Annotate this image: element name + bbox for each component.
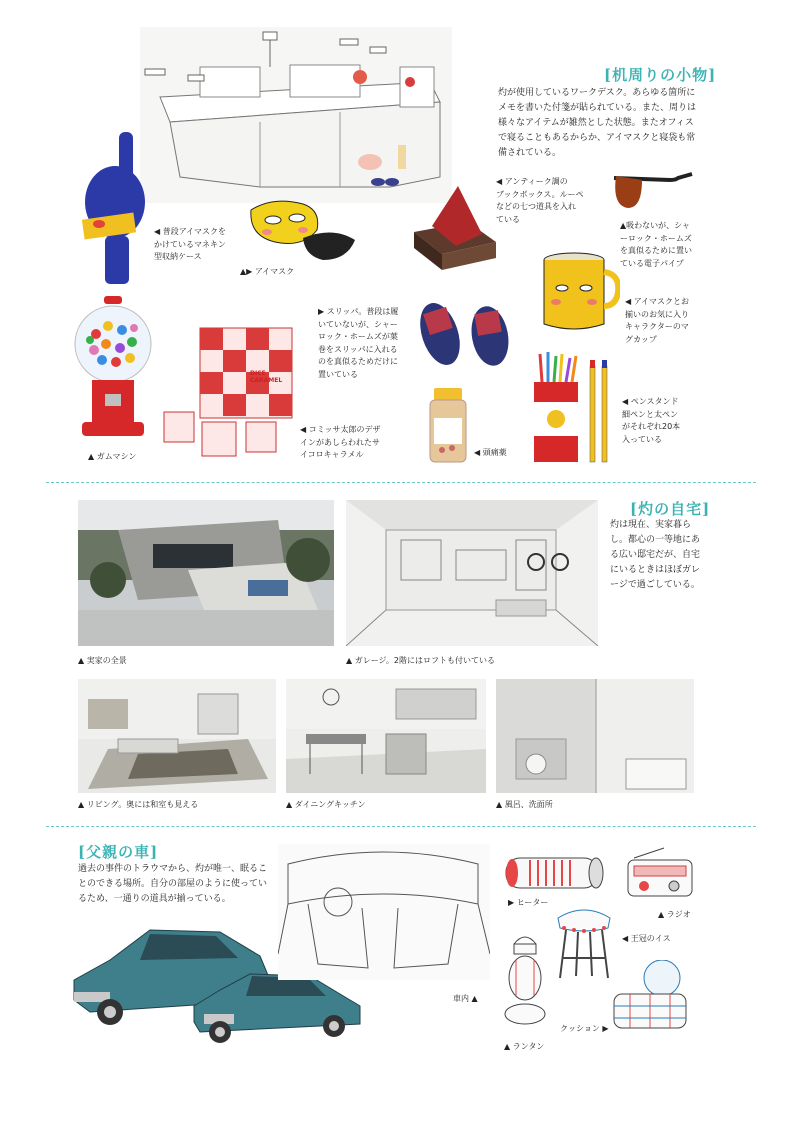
section-body-car: 過去の事件のトラウマから、灼が唯一、眠ることのできる場所。自分の部屋のように使っているため、一通りの道具が揃っている。 <box>78 864 268 904</box>
section-body-home: 灼は現在、実家暮らし。都心の一等地にある広い邸宅だが、自宅にいるときはほぼガレージで過ごしている。 <box>610 520 701 590</box>
caption-stool: ◀ 王冠のイス <box>622 934 671 943</box>
section-heading-home: [灼の自宅] <box>630 500 711 518</box>
crown-stool-illustration <box>552 902 616 980</box>
caption-interior: 車内 ▲ <box>453 994 478 1003</box>
caption-medicine: ◀ 頭痛薬 <box>474 448 507 457</box>
lantern-illustration <box>500 930 550 1030</box>
caption-garage: ▲ ガレージ。2階にはロフトも付いている <box>346 656 495 665</box>
caption-bookbox: ◀ アンティーク調の ブックボックス。ルーペ などの七つ道具を入れ ている <box>496 177 584 224</box>
gumball-machine-illustration <box>72 296 154 440</box>
mannequin-case-illustration <box>75 132 155 287</box>
character-mug-illustration <box>538 250 620 334</box>
caption-mannequin: ◀ 普段アイマスクを かけているマネキン 型収納ケース <box>154 227 226 261</box>
cushion-illustration <box>610 960 690 1032</box>
caption-cushion: クッション ▶ <box>560 1024 609 1033</box>
section-heading-desk: [机周りの小物] <box>604 66 717 84</box>
caption-radio: ▲ ラジオ <box>658 910 691 919</box>
caption-pipe: ▲吸わないが、シャ ーロック・ホームズ を真似るために置い ている電子パイプ <box>620 221 692 268</box>
section-body-desk: 灼が使用しているワークデスク。あらゆる箇所にメモを書いた付箋が貼られている。また、周りは様々なアイテムが雑然とした状態。またオフィスで寝ることもあるからか、アイマスクと寝袋も常備されている。 <box>498 88 697 158</box>
book-box-illustration <box>408 182 500 274</box>
dice-caramel-illustration <box>162 322 302 462</box>
desk-illustration <box>140 27 452 203</box>
car-interior-lineart <box>278 844 490 980</box>
section-divider-1 <box>46 482 756 483</box>
pipe-illustration <box>610 170 694 212</box>
caption-penstand: ◀ ペンスタンド 細ペンと太ペン がそれぞれ20本 入っている <box>622 397 681 444</box>
pen-stand-illustration <box>532 352 614 464</box>
dining-kitchen-render <box>286 679 486 793</box>
radio-illustration <box>624 846 696 902</box>
caption-kitchen: ▲ ダイニングキッチン <box>286 800 366 809</box>
caption-heater: ▶ ヒーター <box>508 898 549 907</box>
eye-mask-illustration <box>243 190 363 268</box>
heater-illustration <box>500 848 612 896</box>
caption-lantern: ▲ ランタン <box>504 1042 545 1051</box>
caption-eyemask: ▲▶ アイマスク <box>240 267 295 276</box>
medicine-bottle-illustration <box>428 388 468 464</box>
caption-mug: ◀ アイマスクとお 揃いのお気に入り キャラクターのマ グカップ <box>625 297 689 344</box>
caption-caramel: ◀ コミッサ太郎のデザ インがあしらわれたサ イコロキャラメル <box>300 425 381 459</box>
caption-slipper: ▶ スリッパ。普段は履 いていないが、シャー ロック・ホームズが葉 巻をスリッパに入れる のを真似るためだけに 置いている <box>318 307 399 379</box>
caption-exterior: ▲ 実家の全景 <box>78 656 127 665</box>
caption-living: ▲ リビング。奥には和室も見える <box>78 800 199 809</box>
house-exterior-render <box>78 500 334 646</box>
caramel-box-label: DICE CARAMEL <box>250 370 283 384</box>
garage-render <box>346 500 598 646</box>
bathroom-render <box>496 679 694 793</box>
slippers-illustration <box>412 300 522 370</box>
caption-bath: ▲ 風呂、洗面所 <box>496 800 553 809</box>
caption-gumball: ▲ ガムマシン <box>88 452 137 461</box>
section-heading-car: [父親の車] <box>78 843 159 861</box>
section-divider-2 <box>46 826 756 827</box>
living-room-render <box>78 679 276 793</box>
